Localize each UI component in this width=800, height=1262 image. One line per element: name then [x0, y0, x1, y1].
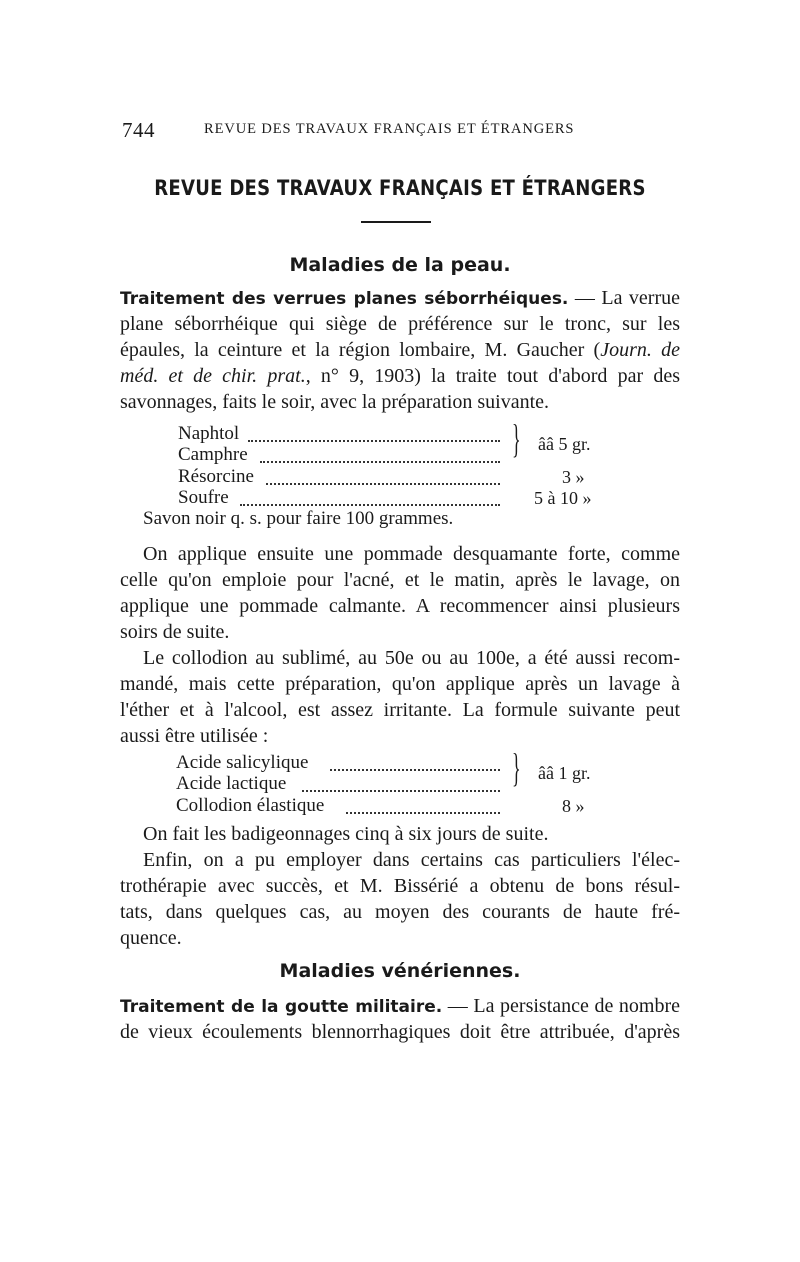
paragraph-line: quence. — [120, 927, 182, 949]
leader-dots — [266, 481, 500, 485]
running-title: REVUE DES TRAVAUX FRANÇAIS ET ÉTRANGERS — [204, 121, 575, 137]
paragraph-line: trothérapie avec succès, et M. Bissérié a obtenu de bons résul- — [120, 875, 680, 897]
leader-dots — [302, 788, 500, 792]
leader-dots — [330, 767, 500, 771]
ingredient-name: Camphre — [178, 444, 248, 465]
journal-citation: méd. et de chir. prat. — [120, 365, 306, 387]
running-head — [122, 118, 612, 142]
formula-note: Savon noir q. s. pour faire 100 grammes. — [143, 508, 454, 529]
treatment-title: Traitement de la goutte militaire. — [120, 997, 443, 1017]
ingredient-quantity: ââ 5 gr. — [538, 434, 591, 454]
paragraph-line: Enfin, on a pu employer dans certains cas particuliers l'élec- — [143, 849, 680, 871]
ingredient-quantity: 5 à 10 » — [534, 488, 592, 508]
ingredient-name: Soufre — [178, 487, 229, 508]
paragraph-line: tats, dans quelques cas, au moyen des courants de haute fré- — [120, 901, 680, 923]
paragraph-line: savonnages, faits le soir, avec la préparation suivante. — [120, 391, 550, 413]
brace: } — [512, 745, 521, 790]
section-title: REVUE DES TRAVAUX FRANÇAIS ET ÉTRANGERS — [154, 176, 646, 200]
paragraph-line: aussi être utilisée : — [120, 725, 269, 747]
heading-maladies-veneriennes: Maladies vénériennes. — [279, 960, 521, 982]
paragraph-line: On fait les badigeonnages cinq à six jours de suite. — [143, 823, 549, 845]
ingredient-name: Résorcine — [178, 466, 254, 487]
ingredient-quantity: ââ 1 gr. — [538, 763, 591, 783]
paragraph-line: applique une pommade calmante. A recommencer ainsi plusieurs — [120, 595, 680, 617]
paragraph-line: Traitement de la goutte militaire. — La persistance de nombre — [120, 995, 681, 1017]
journal-citation: Journ. de — [600, 339, 680, 361]
leader-dots — [346, 810, 500, 814]
paragraph-line: On applique ensuite une pommade desquamante forte, comme — [143, 543, 680, 565]
paragraph-line: méd. et de chir. prat., n° 9, 1903) la traite tout d'abord par des — [120, 365, 680, 387]
paragraph-line: mandé, mais cette préparation, qu'on applique après un lavage à — [120, 673, 680, 695]
brace: } — [512, 416, 521, 461]
ingredient-name: Naphtol — [178, 423, 240, 444]
title-divider — [361, 221, 431, 223]
heading-maladies-peau: Maladies de la peau. — [289, 254, 511, 276]
paragraph-line: épaules, la ceinture et la région lombaire, M. Gaucher (Journ. de — [120, 339, 680, 361]
paragraph-line: soirs de suite. — [120, 621, 230, 643]
paragraph-line: de vieux écoulements blennorrhagiques doit être attribuée, d'après — [120, 1021, 680, 1043]
paragraph-line: l'éther et à l'alcool, est assez irritante. La formule suivante peut — [120, 699, 680, 721]
leader-dots — [248, 438, 500, 442]
paragraph-line: plane séborrhéique qui siège de préférence sur le tronc, sur les — [120, 313, 680, 335]
page-number: 744 — [122, 118, 155, 142]
treatment-title: Traitement des verrues planes séborrhéiques. — [120, 289, 569, 309]
ingredient-name: Acide lactique — [176, 773, 287, 794]
leader-dots — [260, 459, 500, 463]
leader-dots — [240, 502, 500, 506]
ingredient-name: Acide salicylique — [176, 752, 309, 773]
ingredient-quantity: 3 » — [562, 467, 585, 487]
paragraph-line: Le collodion au sublimé, au 50e ou au 100e, a été aussi recom- — [143, 647, 680, 669]
paragraph-line: Traitement des verrues planes séborrhéiques. — La verrue — [120, 287, 681, 309]
paragraph-line: celle qu'on emploie pour l'acné, et le matin, après le lavage, on — [120, 569, 680, 591]
ingredient-quantity: 8 » — [562, 796, 585, 816]
ingredient-name: Collodion élastique — [176, 795, 325, 816]
